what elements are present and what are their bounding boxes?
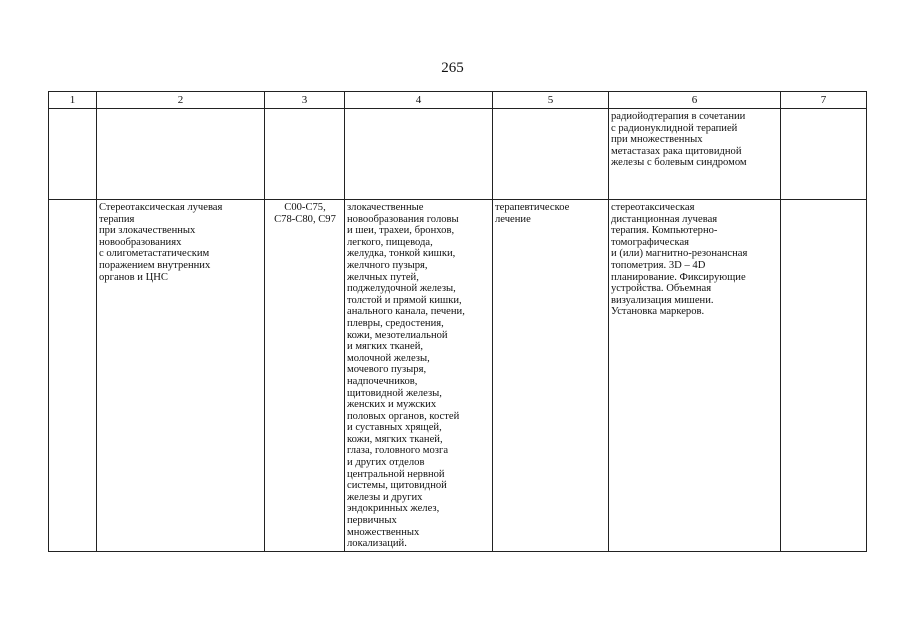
text-line: лечение	[495, 213, 531, 225]
cell-col2	[97, 109, 265, 200]
text-line: терапия	[99, 213, 135, 225]
text-line: при злокачественных	[99, 225, 196, 237]
column-header-row	[49, 92, 867, 109]
text-line: и (или) магнитно-резонансная	[611, 248, 748, 260]
text-line: C00-C75,	[284, 202, 326, 213]
cell-col7	[781, 200, 867, 552]
text-line: C78-C80, C97	[274, 213, 336, 225]
text-line: железы и других	[347, 491, 423, 503]
text-line: женских и мужских	[347, 399, 437, 411]
cell-col3	[265, 109, 345, 200]
text-line: молочной железы,	[347, 352, 430, 364]
text-line: кожи, мягких тканей,	[347, 433, 443, 445]
text-line: желчного пузыря,	[347, 259, 428, 271]
column-header: 6	[609, 92, 781, 109]
text-line: Установка маркеров.	[611, 306, 705, 318]
text-line: половых органов, костей	[347, 410, 460, 422]
column-header: 5	[493, 92, 609, 109]
text-line: радиойодтерапия в сочетании	[611, 111, 746, 122]
table-row	[49, 200, 867, 552]
cell-col6	[609, 109, 781, 200]
text-line: легкого, пищевода,	[347, 236, 433, 248]
text-line: первичных	[347, 515, 397, 527]
column-header: 4	[345, 92, 493, 109]
cell-col5	[493, 109, 609, 200]
cell-col6	[609, 200, 781, 552]
text-line: щитовидной железы,	[347, 387, 442, 399]
column-header: 7	[781, 92, 867, 109]
text-line: злокачественные	[347, 202, 424, 213]
text-line: томографическая	[611, 236, 690, 248]
text-line: системы, щитовидной	[347, 480, 447, 492]
text-line: желчных путей,	[347, 271, 419, 283]
text-line: кожи, мезотелиальной	[347, 329, 448, 341]
cell-col4	[345, 109, 493, 200]
column-header: 1	[49, 92, 97, 109]
cell-col5	[493, 200, 609, 552]
text-line: глаза, головного мозга	[347, 445, 449, 457]
cell-col3	[265, 200, 345, 552]
text-line: центральной нервной	[347, 468, 445, 480]
column-header: 2	[97, 92, 265, 109]
cell-col2	[97, 200, 265, 552]
continuation-row	[49, 109, 867, 200]
text-line: Стереотаксическая лучевая	[99, 202, 223, 213]
text-line: устройства. Объемная	[611, 283, 712, 295]
text-line: поражением внутренних	[99, 259, 211, 271]
cell-col4	[345, 200, 493, 552]
text-line: новообразования головы	[347, 213, 459, 225]
medical-care-table	[48, 91, 867, 552]
text-line: плевры, средостения,	[347, 317, 444, 329]
text-line: надпочечников,	[347, 375, 418, 387]
text-line: топометрия. 3D – 4D	[611, 259, 706, 271]
text-line: и шеи, трахеи, бронхов,	[347, 225, 455, 237]
text-line: метастазах рака щитовидной	[611, 145, 742, 157]
page-number: 265	[441, 60, 464, 76]
text-line: с радионуклидной терапией	[611, 122, 738, 134]
text-line: планирование. Фиксирующие	[611, 271, 746, 283]
column-header: 3	[265, 92, 345, 109]
text-line: железы с болевым синдромом	[611, 157, 747, 169]
text-line: терапия. Компьютерно-	[611, 225, 718, 237]
text-line: при множественных	[611, 134, 703, 146]
text-line: с олигометастатическим	[99, 248, 210, 260]
text-line: терапевтическое	[495, 202, 570, 213]
cell-col1	[49, 200, 97, 552]
text-line: локализаций.	[347, 538, 407, 550]
text-line: анального канала, печени,	[347, 306, 465, 318]
text-line: желудка, тонкой кишки,	[347, 248, 456, 260]
text-line: новообразованиях	[99, 236, 182, 248]
cell-col1	[49, 109, 97, 200]
text-line: органов и ЦНС	[99, 271, 168, 283]
text-line: мочевого пузыря,	[347, 364, 427, 376]
text-line: визуализация мишени.	[611, 294, 714, 306]
text-line: поджелудочной железы,	[347, 283, 456, 295]
text-line: эндокринных желез,	[347, 503, 440, 515]
cell-col7	[781, 109, 867, 200]
text-line: толстой и прямой кишки,	[347, 294, 462, 306]
text-line: дистанционная лучевая	[611, 213, 718, 225]
text-line: и других отделов	[347, 457, 425, 469]
text-line: и суставных хрящей,	[347, 422, 442, 434]
text-line: множественных	[347, 526, 420, 538]
text-line: стереотаксическая	[611, 202, 695, 213]
text-line: и мягких тканей,	[347, 341, 424, 353]
